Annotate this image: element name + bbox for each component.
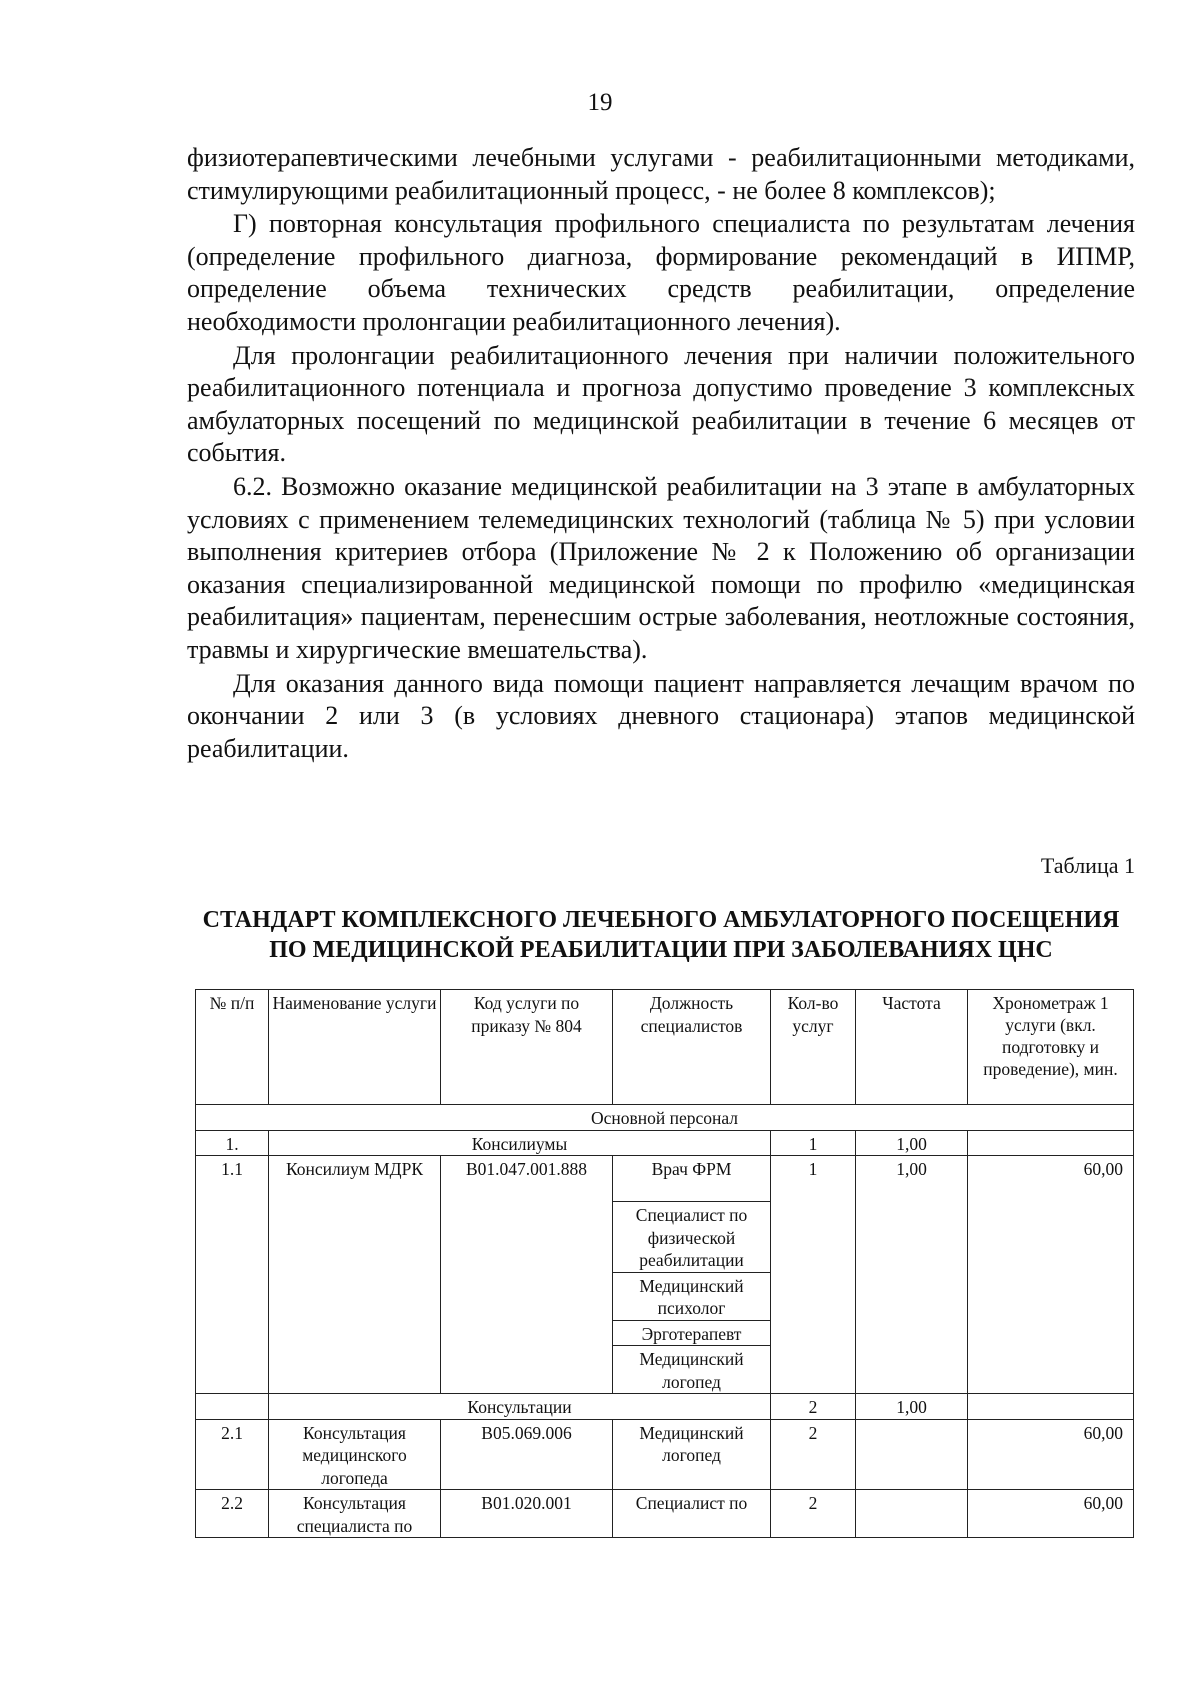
paragraph: физиотерапевтическими лечебными услугами - реабилитационными методиками, стимулирующими реабилитационный процесс, - не более 8 комплексов); xyxy=(187,143,1135,205)
row-name: Консультация специалиста по xyxy=(269,1490,441,1538)
standard-table xyxy=(195,989,1134,1538)
row-position: Медицинский психолог xyxy=(613,1272,771,1320)
row-code: B01.047.001.888 xyxy=(441,1156,613,1394)
row-num: 2.1 xyxy=(196,1419,269,1490)
paragraph: Г) повторная консультация профильного специалиста по результатам лечения (определение профильного диагноза, формирование рекомендаций в ИПМР, определение объема технических средств реабилитации, определение необходимости пролонгации реабилитационного лечения). xyxy=(187,209,1135,336)
header-frequency: Частота xyxy=(856,990,968,1105)
table-row xyxy=(196,1490,1134,1538)
header-num: № п/п xyxy=(196,990,269,1105)
row-name: Консилиум МДРК xyxy=(269,1156,441,1394)
row-position: Специалист по xyxy=(613,1490,771,1538)
group-duration xyxy=(968,1130,1134,1156)
table-header-row xyxy=(196,990,1134,1105)
row-frequency xyxy=(856,1419,968,1490)
table-title-line: СТАНДАРТ КОМПЛЕКСНОГО ЛЕЧЕБНОГО АМБУЛАТОРНОГО ПОСЕЩЕНИЯ xyxy=(202,907,1120,933)
row-position: Эрготерапевт xyxy=(613,1320,771,1346)
header-count: Кол-во услуг xyxy=(771,990,856,1105)
header-position: Должность специалистов xyxy=(613,990,771,1105)
row-position: Медицинский логопед xyxy=(613,1346,771,1394)
header-code: Код услуги по приказу № 804 xyxy=(441,990,613,1105)
header-name: Наименование услуги xyxy=(269,990,441,1105)
paragraph: Для пролонгации реабилитационного лечения при наличии положительного реабилитационного потенциала и прогноза допустимо проведение 3 комплексных амбулаторных посещений по медицинской реабилитации в течение 6 месяцев от события. xyxy=(187,340,1135,468)
row-num: 1.1 xyxy=(196,1156,269,1394)
group-count: 2 xyxy=(771,1394,856,1420)
row-position: Медицинский логопед xyxy=(613,1419,771,1490)
row-duration: 60,00 xyxy=(968,1490,1134,1538)
row-frequency xyxy=(856,1490,968,1538)
header-duration: Хронометраж 1 услуги (вкл. подготовку и проведение), мин. xyxy=(968,990,1134,1105)
row-position: Специалист по физической реабилитации xyxy=(613,1202,771,1273)
group-num: 1. xyxy=(196,1130,269,1156)
row-count: 2 xyxy=(771,1419,856,1490)
row-count: 2 xyxy=(771,1490,856,1538)
row-count: 1 xyxy=(771,1156,856,1394)
group-label: Консилиумы xyxy=(269,1130,771,1156)
section-label: Основной персонал xyxy=(196,1105,1134,1131)
table-row xyxy=(196,1419,1134,1490)
row-duration: 60,00 xyxy=(968,1156,1134,1394)
group-row xyxy=(196,1394,1134,1420)
group-count: 1 xyxy=(771,1130,856,1156)
group-row xyxy=(196,1130,1134,1156)
row-position: Врач ФРМ xyxy=(613,1156,771,1202)
row-name: Консультация медицинского логопеда xyxy=(269,1419,441,1490)
table-title-line: ПО МЕДИЦИНСКОЙ РЕАБИЛИТАЦИИ ПРИ ЗАБОЛЕВАНИЯХ ЦНС xyxy=(269,937,1053,963)
section-row xyxy=(196,1105,1134,1131)
group-label: Консультации xyxy=(269,1394,771,1420)
group-duration xyxy=(968,1394,1134,1420)
row-frequency: 1,00 xyxy=(856,1156,968,1394)
table-label: Таблица 1 xyxy=(1040,853,1135,878)
group-frequency: 1,00 xyxy=(856,1394,968,1420)
paragraph: 6.2. Возможно оказание медицинской реабилитации на 3 этапе в амбулаторных условиях с применением телемедицинских технологий (таблица № 5) при условии выполнения критериев отбора (Приложение № 2 к Положению об организации оказания специализированной медицинской помощи по профилю «медицинская реабилитация» пациентам, перенесшим острые заболевания, неотложные состояния, травмы и хирургические вмешательства). xyxy=(187,471,1135,664)
table-row xyxy=(196,1156,1134,1202)
row-code: B01.020.001 xyxy=(441,1490,613,1538)
paragraph: Для оказания данного вида помощи пациент направляется лечащим врачом по окончании 2 или 3 (в условиях дневного стационара) этапов медицинской реабилитации. xyxy=(187,668,1135,763)
group-num xyxy=(196,1394,269,1420)
table-title xyxy=(187,905,1135,965)
group-frequency: 1,00 xyxy=(856,1130,968,1156)
body-text xyxy=(187,142,1135,766)
row-duration: 60,00 xyxy=(968,1419,1134,1490)
row-code: B05.069.006 xyxy=(441,1419,613,1490)
row-num: 2.2 xyxy=(196,1490,269,1538)
page-number: 19 xyxy=(587,89,613,116)
